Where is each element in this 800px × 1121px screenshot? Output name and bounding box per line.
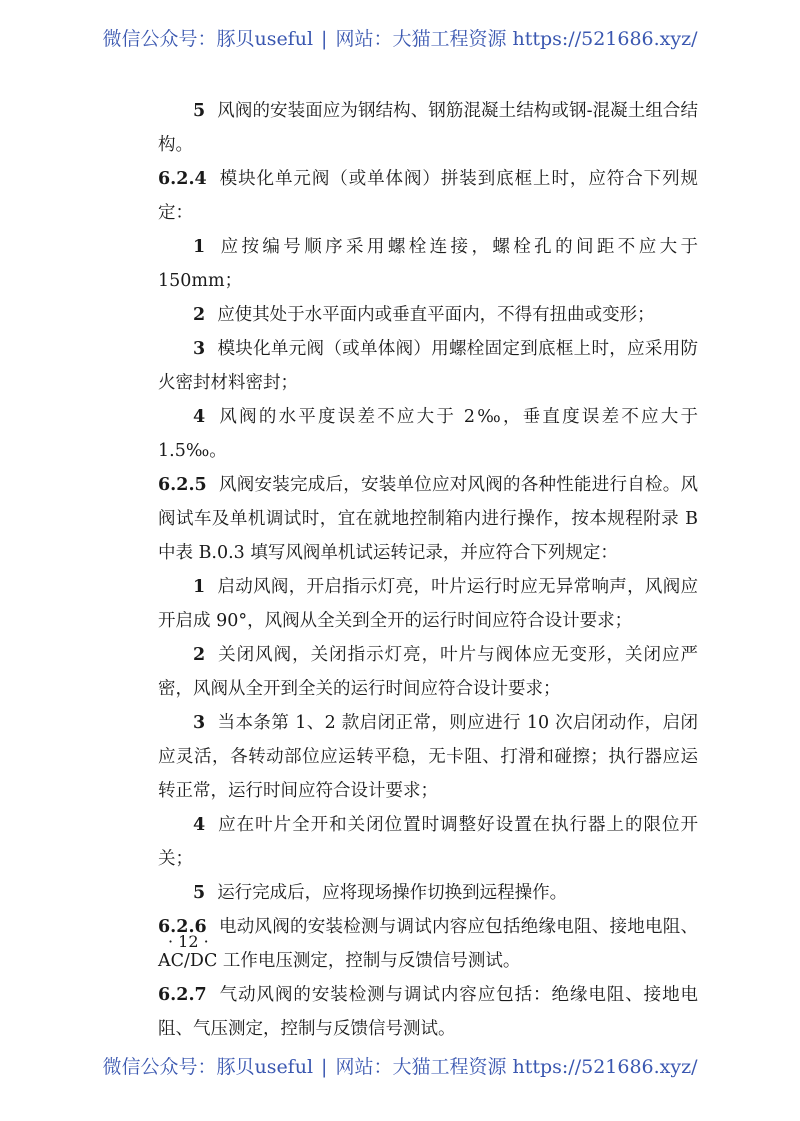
list-item (158, 400, 698, 468)
paragraph-text: 风阀的安装面应为钢结构、钢筋混凝土结构或钢-混凝土组合结构。 (158, 101, 698, 155)
clause-paragraph (158, 978, 698, 1046)
list-item (158, 230, 698, 298)
clause-number: 6.2.7 (158, 985, 207, 1005)
item-number: 3 (193, 713, 206, 733)
clause-number: 6.2.6 (158, 917, 207, 937)
paragraph-text: 风阀的水平度误差不应大于 2‰，垂直度误差不应大于1.5‰。 (158, 407, 698, 461)
paragraph-text: 风阀安装完成后，安装单位应对风阀的各种性能进行自检。风阀试车及单机调试时，宜在就地控制箱内进行操作，按本规程附录 B 中表 B.0.3 填写风阀单机试运转记录，并应符合下列规定： (158, 475, 698, 563)
paragraph-text: 应按编号顺序采用螺栓连接，螺栓孔的间距不应大于150mm； (158, 237, 698, 291)
clause-paragraph (158, 162, 698, 230)
watermark-wechat: 微信公众号：豚贝useful (102, 1056, 314, 1078)
list-item (158, 638, 698, 706)
paragraph-text: 应使其处于水平面内或垂直平面内，不得有扭曲或变形； (217, 305, 655, 325)
list-item (158, 876, 698, 910)
watermark-website: 网站：大猫工程资源 https://521686.xyz/ (335, 28, 698, 50)
item-number: 2 (193, 305, 206, 325)
list-item (158, 570, 698, 638)
page-number: · 12 · (168, 932, 209, 951)
item-number: 2 (193, 645, 206, 665)
paragraph-text: 模块化单元阀（或单体阀）用螺栓固定到底框上时，应采用防火密封材料密封； (158, 339, 698, 393)
list-item (158, 298, 698, 332)
clause-paragraph (158, 468, 698, 570)
list-item (158, 94, 698, 162)
item-number: 5 (193, 883, 206, 903)
list-item (158, 332, 698, 400)
watermark-wechat: 微信公众号：豚贝useful (102, 28, 314, 50)
item-number: 1 (193, 577, 206, 597)
item-number: 4 (193, 815, 206, 835)
clause-number: 6.2.4 (158, 169, 207, 189)
watermark-bottom (0, 1052, 800, 1079)
item-number: 5 (193, 101, 206, 121)
paragraph-text: 模块化单元阀（或单体阀）拼装到底框上时，应符合下列规定： (158, 169, 698, 223)
watermark-separator: | (321, 1056, 328, 1078)
paragraph-text: 气动风阀的安装检测与调试内容应包括：绝缘电阻、接地电阻、气压测定，控制与反馈信号测试。 (158, 985, 698, 1039)
item-number: 1 (193, 237, 206, 257)
list-item (158, 706, 698, 808)
document-body (158, 94, 698, 1046)
paragraph-text: 启动风阀，开启指示灯亮，叶片运行时应无异常响声，风阀应开启成 90°，风阀从全关到全开的运行时间应符合设计要求； (158, 577, 698, 631)
paragraph-text: 电动风阀的安装检测与调试内容应包括绝缘电阻、接地电阻、AC/DC 工作电压测定，控制与反馈信号测试。 (158, 917, 698, 971)
list-item (158, 808, 698, 876)
paragraph-text: 当本条第 1、2 款启闭正常，则应进行 10 次启闭动作，启闭应灵活，各转动部位应运转平稳，无卡阻、打滑和碰擦；执行器应运转正常，运行时间应符合设计要求； (158, 713, 698, 801)
watermark-website: 网站：大猫工程资源 https://521686.xyz/ (335, 1056, 698, 1078)
clause-paragraph (158, 910, 698, 978)
paragraph-text: 应在叶片全开和关闭位置时调整好设置在执行器上的限位开关； (158, 815, 698, 869)
item-number: 3 (193, 339, 206, 359)
watermark-separator: | (321, 28, 328, 50)
paragraph-text: 运行完成后，应将现场操作切换到远程操作。 (217, 883, 568, 903)
paragraph-text: 关闭风阀，关闭指示灯亮，叶片与阀体应无变形，关闭应严密，风阀从全开到全关的运行时间应符合设计要求； (158, 645, 698, 699)
clause-number: 6.2.5 (158, 475, 207, 495)
item-number: 4 (193, 407, 206, 427)
watermark-top (0, 24, 800, 51)
